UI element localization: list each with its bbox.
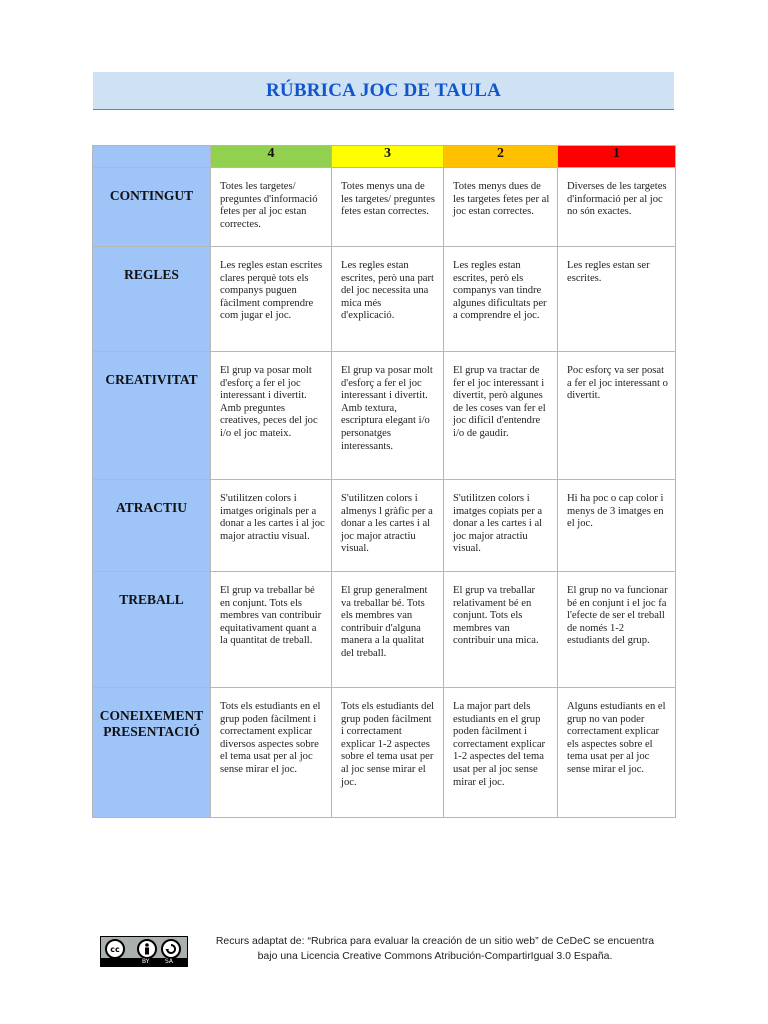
rubric-cell: Hi ha poc o cap color i menys de 3 imatges en el joc. bbox=[558, 480, 676, 572]
rubric-cell: El grup va treballar bé en conjunt. Tots els membres van contribuir equitativament quant a la quantitat de treball. bbox=[211, 572, 332, 688]
title-bar bbox=[93, 72, 674, 110]
row-label-atractiu: ATRACTIU bbox=[93, 480, 211, 572]
rubric-cell: Diverses de les targetes d'informació per al joc no són exactes. bbox=[558, 168, 676, 247]
rubric-cell: S'utilitzen colors i imatges originals per a donar a les cartes i al joc major atractiu visual. bbox=[211, 480, 332, 572]
rubric-cell: Les regles estan escrites, però una part del joc necessita una mica més d'explicació. bbox=[332, 247, 444, 352]
share-alike-icon bbox=[161, 939, 181, 959]
rubric-cell: El grup va posar molt d'esforç a fer el joc interessant i divertit. Amb textura, escriptura elegant i/o personatges interessants. bbox=[332, 352, 444, 480]
rubric-cell: Les regles estan ser escrites. bbox=[558, 247, 676, 352]
rubric-cell: Alguns estudiants en el grup no van poder correctament explicar els aspectes sobre el tema usat per al joc sense mirar el joc. bbox=[558, 688, 676, 818]
rubric-table bbox=[92, 145, 676, 818]
cc-by-sa-icon bbox=[100, 936, 188, 967]
license-bar bbox=[101, 958, 187, 966]
rubric-cell: Totes menys dues de les targetes fetes per al joc estan correctes. bbox=[444, 168, 558, 247]
row-label-regles: REGLES bbox=[93, 247, 211, 352]
header-score-4: 4 bbox=[211, 146, 332, 168]
table-row bbox=[93, 688, 676, 818]
table-row bbox=[93, 352, 676, 480]
row-label-treball: TREBALL bbox=[93, 572, 211, 688]
rubric-cell: Totes menys una de les targetes/ preguntes fetes estan correctes. bbox=[332, 168, 444, 247]
row-label-contingut: CONTINGUT bbox=[93, 168, 211, 247]
rubric-cell: S'utilitzen colors i imatges copiats per a donar a les cartes i al joc major atractiu visual. bbox=[444, 480, 558, 572]
rubric-cell: Tots els estudiants del grup poden fàcilment i correctament explicar 1-2 aspectes sobre el tema usat per al joc sense mirar el joc. bbox=[332, 688, 444, 818]
rubric-cell: Les regles estan escrites clares perquè tots els companys puguen fàcilment comprendre com jugar el joc. bbox=[211, 247, 332, 352]
header-score-3: 3 bbox=[332, 146, 444, 168]
rubric-cell: Totes les targetes/ preguntes d'informació fetes per al joc estan correctes. bbox=[211, 168, 332, 247]
person-icon bbox=[137, 939, 157, 959]
table-row bbox=[93, 247, 676, 352]
header-row bbox=[93, 146, 676, 168]
footer bbox=[100, 934, 680, 968]
rubric-cell: La major part dels estudiants en el grup poden fàcilment i correctament explicar 1-2 aspectes del tema usat per al joc sense mirar el joc. bbox=[444, 688, 558, 818]
rubric-cell: S'utilitzen colors i almenys l gràfic per a donar a les cartes i al joc major atractiu visual. bbox=[332, 480, 444, 572]
rubric-cell: Les regles estan escrites, però els companys van tindre algunes dificultats per a comprendre el joc. bbox=[444, 247, 558, 352]
page-title: RÚBRICA JOC DE TAULA bbox=[265, 79, 502, 101]
row-label-coneixement-presentacio: CONEIXEMENT PRESENTACIÓ bbox=[93, 688, 211, 818]
rubric-cell: Tots els estudiants en el grup poden fàcilment i correctament explicar diversos aspectes sobre el tema usat per al joc sense mirar el joc. bbox=[211, 688, 332, 818]
attribution-line-1: Recurs adaptat de: “Rubrica para evaluar la creación de un sitio web” de CeDeC se encuentra bbox=[215, 935, 655, 947]
rubric-cell: El grup va treballar relativament bé en conjunt. Tots els membres van contribuir una mica. bbox=[444, 572, 558, 688]
sa-label: SA bbox=[165, 958, 174, 965]
by-label: BY bbox=[142, 958, 150, 965]
rubric-cell: El grup generalment va treballar bé. Tots els membres van contribuir d'alguna manera a la qualitat del treball. bbox=[332, 572, 444, 688]
table-row bbox=[93, 168, 676, 247]
rubric-cell: El grup no va funcionar bé en conjunt i el joc fa l'efecte de ser el treball de només 1-2 estudiants del grup. bbox=[558, 572, 676, 688]
rubric-cell: El grup va posar molt d'esforç a fer el joc interessant i divertit. Amb preguntes creatives, peces del joc i/o el joc mateix. bbox=[211, 352, 332, 480]
table-row bbox=[93, 572, 676, 688]
attribution-line-2: bajo una Licencia Creative Commons Atribución-CompartirIgual 3.0 España. bbox=[257, 950, 613, 962]
table-row bbox=[93, 480, 676, 572]
header-score-2: 2 bbox=[444, 146, 558, 168]
header-score-1: 1 bbox=[558, 146, 676, 168]
rubric-cell: Poc esforç va ser posat a fer el joc interessant o divertit. bbox=[558, 352, 676, 480]
attribution-text bbox=[190, 934, 680, 964]
header-corner bbox=[93, 146, 211, 168]
cc-icon: cc bbox=[105, 939, 125, 959]
row-label-creativitat: CREATIVITAT bbox=[93, 352, 211, 480]
rubric-cell: El grup va tractar de fer el joc interessant i divertit, però algunes de les coses van fer el joc difícil d'entendre i/o de gaudir. bbox=[444, 352, 558, 480]
